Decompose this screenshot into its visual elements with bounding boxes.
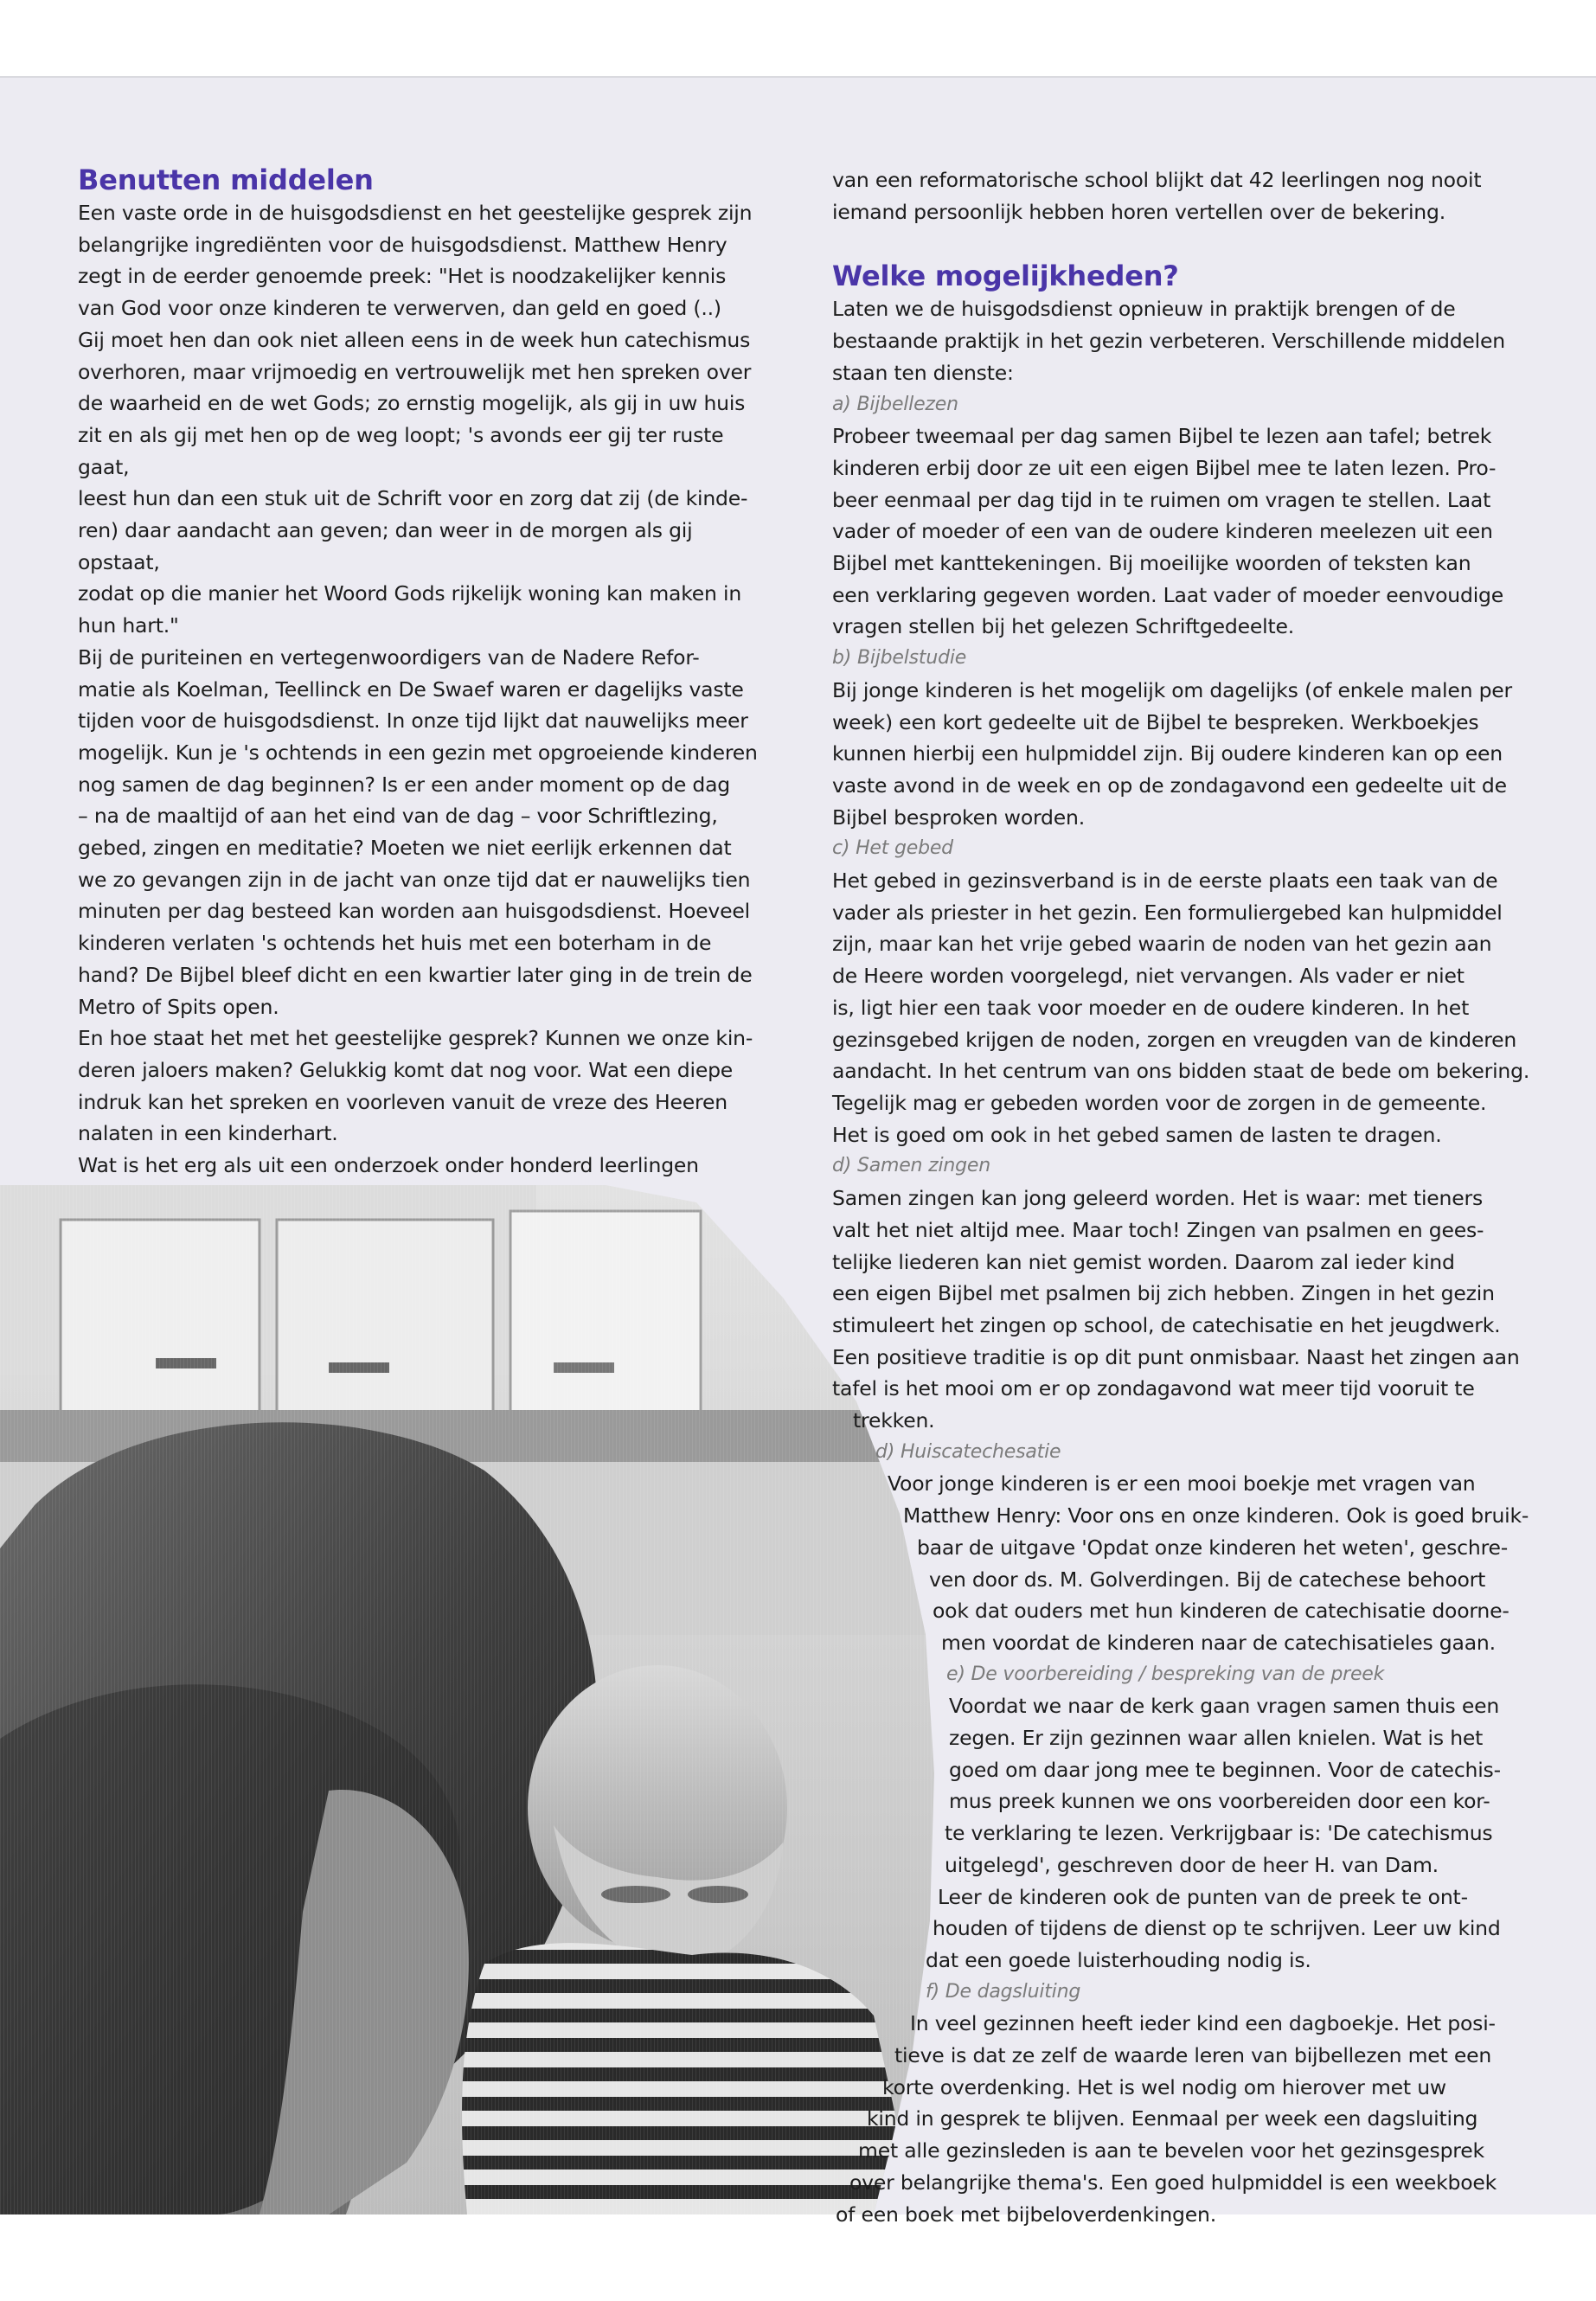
text-line: een verklaring gegeven worden. Laat vader of moeder eenvoudige: [832, 582, 1504, 607]
text-line: Bij de puriteinen en vertegenwoordigers van de Nadere Refor-: [78, 644, 700, 670]
mother-child-photo: [0, 1185, 952, 2214]
text-line: matie als Koelman, Teellinck en De Swaef waren er dagelijks vaste: [78, 676, 744, 702]
text-line: Laten we de huisgodsdienst opnieuw in praktijk brengen of de: [832, 297, 1456, 322]
section-heading-welke-mogelijkheden: Welke mogelijkheden?: [832, 260, 1179, 293]
text-line: belangrijke ingrediënten voor de huisgodsdienst. Matthew Henry: [78, 232, 727, 257]
text-line: tieve is dat ze zelf de waarde leren van bijbellezen met een: [894, 2043, 1492, 2068]
text-line: zodat op die manier het Woord Gods rijkelijk woning kan maken in: [78, 581, 742, 606]
text-line: Voordat we naar de kerk gaan vragen samen thuis een: [949, 1694, 1500, 1719]
text-line: de waarheid en de wet Gods; zo ernstig mogelijk, als gij in uw huis: [78, 391, 746, 416]
text-line: Probeer tweemaal per dag samen Bijbel te lezen aan tafel; betrek: [832, 424, 1492, 449]
subheading-het-gebed: c) Het gebed: [832, 837, 953, 860]
text-line: zegt in de eerder genoemde preek: "Het is noodzakelijker kennis: [78, 264, 727, 289]
text-line: dat een goede luisterhouding nodig is.: [926, 1947, 1311, 1972]
text-line: tijden voor de huisgodsdienst. In onze tijd lijkt dat nauwelijks meer: [78, 708, 748, 734]
text-line: ven door ds. M. Golverdingen. Bij de catechese behoort: [929, 1567, 1486, 1592]
subheading-huiscatechesatie: d) Huiscatechesatie: [875, 1440, 1061, 1463]
text-line: kunnen hierbij een hulpmiddel zijn. Bij oudere kinderen kan op een: [832, 741, 1503, 766]
text-line: kind in gesprek te blijven. Eenmaal per week een dagsluiting: [867, 2106, 1478, 2131]
text-line: ren) daar aandacht aan geven; dan weer in de morgen als gij opstaat,: [78, 518, 693, 574]
text-line: iemand persoonlijk hebben horen vertellen over de bekering.: [832, 199, 1445, 224]
text-line: week) een kort gedeelte uit de Bijbel te bespreken. Werkboekjes: [832, 709, 1479, 734]
text-line: zijn, maar kan het vrije gebed waarin de noden van het gezin aan: [832, 932, 1492, 957]
text-line: Wat is het erg als uit een onderzoek onder honderd leerlingen: [78, 1153, 699, 1178]
section-heading-benutten-middelen: Benutten middelen: [78, 163, 374, 196]
text-line: aandacht. In het centrum van ons bidden staat de bede om bekering.: [832, 1059, 1530, 1084]
text-line: uitgelegd', geschreven door de heer H. van Dam.: [945, 1852, 1439, 1877]
text-line: zegen. Er zijn gezinnen waar allen knielen. Wat is het: [949, 1726, 1484, 1751]
text-line: Matthew Henry: Voor ons en onze kinderen. Ook is goed bruik-: [903, 1503, 1529, 1529]
text-line: een eigen Bijbel met psalmen bij zich hebben. Zingen in het gezin: [832, 1281, 1495, 1306]
subheading-bijbellezen: a) Bijbellezen: [832, 393, 958, 415]
text-line: Tegelijk mag er gebeden worden voor de zorgen in de gemeente.: [832, 1090, 1487, 1115]
text-line: leest hun dan een stuk uit de Schrift voor en zorg dat zij (de kinde-: [78, 486, 748, 511]
text-line: indruk kan het spreken en voorleven vanuit de vreze des Heeren: [78, 1089, 727, 1114]
text-line: valt het niet altijd mee. Maar toch! Zingen van psalmen en gees-: [832, 1217, 1484, 1242]
text-line: vaste avond in de week en op de zondagavond een gedeelte uit de: [832, 772, 1507, 798]
text-line: stimuleert het zingen op school, de catechisatie en het jeugdwerk.: [832, 1312, 1501, 1337]
text-line: te verklaring te lezen. Verkrijgbaar is: 'De catechismus: [945, 1821, 1493, 1846]
text-line: kinderen verlaten 's ochtends het huis met een boterham in de: [78, 931, 712, 956]
text-line: In veel gezinnen heeft ieder kind een dagboekje. Het posi-: [910, 2011, 1496, 2036]
text-line: beer eenmaal per dag tijd in te ruimen om vragen te stellen. Laat: [832, 487, 1491, 512]
text-line: we zo gevangen zijn in de jacht van onze tijd dat er nauwelijks tien: [78, 867, 751, 892]
text-line: Leer de kinderen ook de punten van de preek te ont-: [938, 1884, 1468, 1909]
text-line: bestaande praktijk in het gezin verbeteren. Verschillende middelen: [832, 329, 1505, 354]
text-line: vragen stellen bij het gelezen Schriftgedeelte.: [832, 614, 1294, 639]
text-line: – na de maaltijd of aan het eind van de dag – voor Schriftlezing,: [78, 804, 718, 829]
text-line: nalaten in een kinderhart.: [78, 1121, 338, 1146]
text-line: trekken.: [853, 1408, 935, 1433]
text-line: van God voor onze kinderen te verwerven, dan geld en goed (..): [78, 296, 721, 321]
text-line: de Heere worden voorgelegd, niet vervangen. Als vader er niet: [832, 964, 1465, 989]
text-line: over belangrijke thema's. Een goed hulpmiddel is een weekboek: [849, 2170, 1497, 2195]
left-column: [78, 163, 779, 1182]
text-line: vader als priester in het gezin. Een formuliergebed kan hulpmiddel: [832, 900, 1503, 925]
text-line: of een boek met bijbeloverdenkingen.: [836, 2202, 1216, 2227]
subheading-voorbereiding-preek: e) De voorbereiding / bespreking van de preek: [946, 1663, 1385, 1685]
text-line: Voor jonge kinderen is er een mooi boekje met vragen van: [888, 1471, 1476, 1497]
text-line: Gij moet hen dan ook niet alleen eens in de week hun catechismus: [78, 327, 751, 352]
text-line: hun hart.": [78, 613, 179, 638]
text-line: Een vaste orde in de huisgodsdienst en het geestelijke gesprek zijn: [78, 201, 753, 225]
text-line: met alle gezinsleden is aan te bevelen voor het gezinsgesprek: [858, 2138, 1484, 2163]
left-body: [78, 197, 779, 1182]
text-line: zit en als gij met hen op de weg loopt; 's avonds eer gij ter ruste gaat,: [78, 422, 724, 479]
right-column: [832, 164, 1550, 2230]
text-line: vader of moeder of een van de oudere kinderen meelezen uit een: [832, 519, 1493, 544]
text-line: tafel is het mooi om er op zondagavond wat meer tijd vooruit te: [832, 1376, 1475, 1401]
text-line: Metro of Spits open.: [78, 994, 279, 1019]
text-line: Bij jonge kinderen is het mogelijk om dagelijks (of enkele malen per: [832, 677, 1513, 702]
text-line: baar de uitgave 'Opdat onze kinderen het weten', geschre-: [917, 1535, 1509, 1560]
text-line: nog samen de dag beginnen? Is er een ander moment op de dag: [78, 772, 731, 797]
text-line: staan ten dienste:: [832, 360, 1014, 385]
text-line: overhoren, maar vrijmoedig en vertrouwelijk met hen spreken over: [78, 359, 752, 384]
text-line: mogelijk. Kun je 's ochtends in een gezin met opgroeiende kinderen: [78, 740, 758, 765]
subheading-bijbelstudie: b) Bijbelstudie: [832, 647, 967, 670]
subheading-dagsluiting: f) De dagsluiting: [926, 1980, 1081, 2003]
text-line: telijke liederen kan niet gemist worden. Daarom zal ieder kind: [832, 1249, 1455, 1274]
text-line: Een positieve traditie is op dit punt onmisbaar. Naast het zingen aan: [832, 1344, 1520, 1369]
text-line: men voordat de kinderen naar de catechisatieles gaan.: [941, 1630, 1496, 1655]
text-line: deren jaloers maken? Gelukkig komt dat nog voor. Wat een diepe: [78, 1057, 734, 1082]
subheading-samen-zingen: d) Samen zingen: [832, 1155, 990, 1177]
text-line: Het is goed om ook in het gebed samen de lasten te dragen.: [832, 1122, 1442, 1147]
text-line: Samen zingen kan jong geleerd worden. Het is waar: met tieners: [832, 1186, 1483, 1211]
text-line: Bijbel besproken worden.: [832, 804, 1085, 830]
text-line: hand? De Bijbel bleef dicht en een kwartier later ging in de trein de: [78, 962, 753, 987]
text-line: houden of tijdens de dienst op te schrijven. Leer uw kind: [933, 1916, 1501, 1941]
text-line: goed om daar jong mee te beginnen. Voor de catechis-: [949, 1757, 1501, 1782]
text-line: gebed, zingen en meditatie? Moeten we niet eerlijk erkennen dat: [78, 836, 732, 861]
text-line: is, ligt hier een taak voor moeder en de oudere kinderen. In het: [832, 995, 1470, 1020]
text-line: kinderen erbij door ze uit een eigen Bijbel mee te laten lezen. Pro-: [832, 455, 1497, 480]
text-line: mus preek kunnen we ons voorbereiden door een kor-: [949, 1789, 1490, 1814]
text-line: Bijbel met kanttekeningen. Bij moeilijke woorden of teksten kan: [832, 551, 1471, 576]
text-line: gezinsgebed krijgen de noden, zorgen en vreugden van de kinderen: [832, 1027, 1517, 1052]
text-line: van een reformatorische school blijkt dat 42 leerlingen nog nooit: [832, 168, 1482, 192]
text-line: En hoe staat het met het geestelijke gesprek? Kunnen we onze kin-: [78, 1026, 753, 1051]
text-line: ook dat ouders met hun kinderen de catechisatie doorne-: [933, 1599, 1509, 1624]
text-line: Het gebed in gezinsverband is in de eerste plaats een taak van de: [832, 868, 1498, 894]
text-line: korte overdenking. Het is wel nodig om hierover met uw: [882, 2074, 1446, 2099]
text-line: minuten per dag besteed kan worden aan huisgodsdienst. Hoeveel: [78, 899, 750, 924]
